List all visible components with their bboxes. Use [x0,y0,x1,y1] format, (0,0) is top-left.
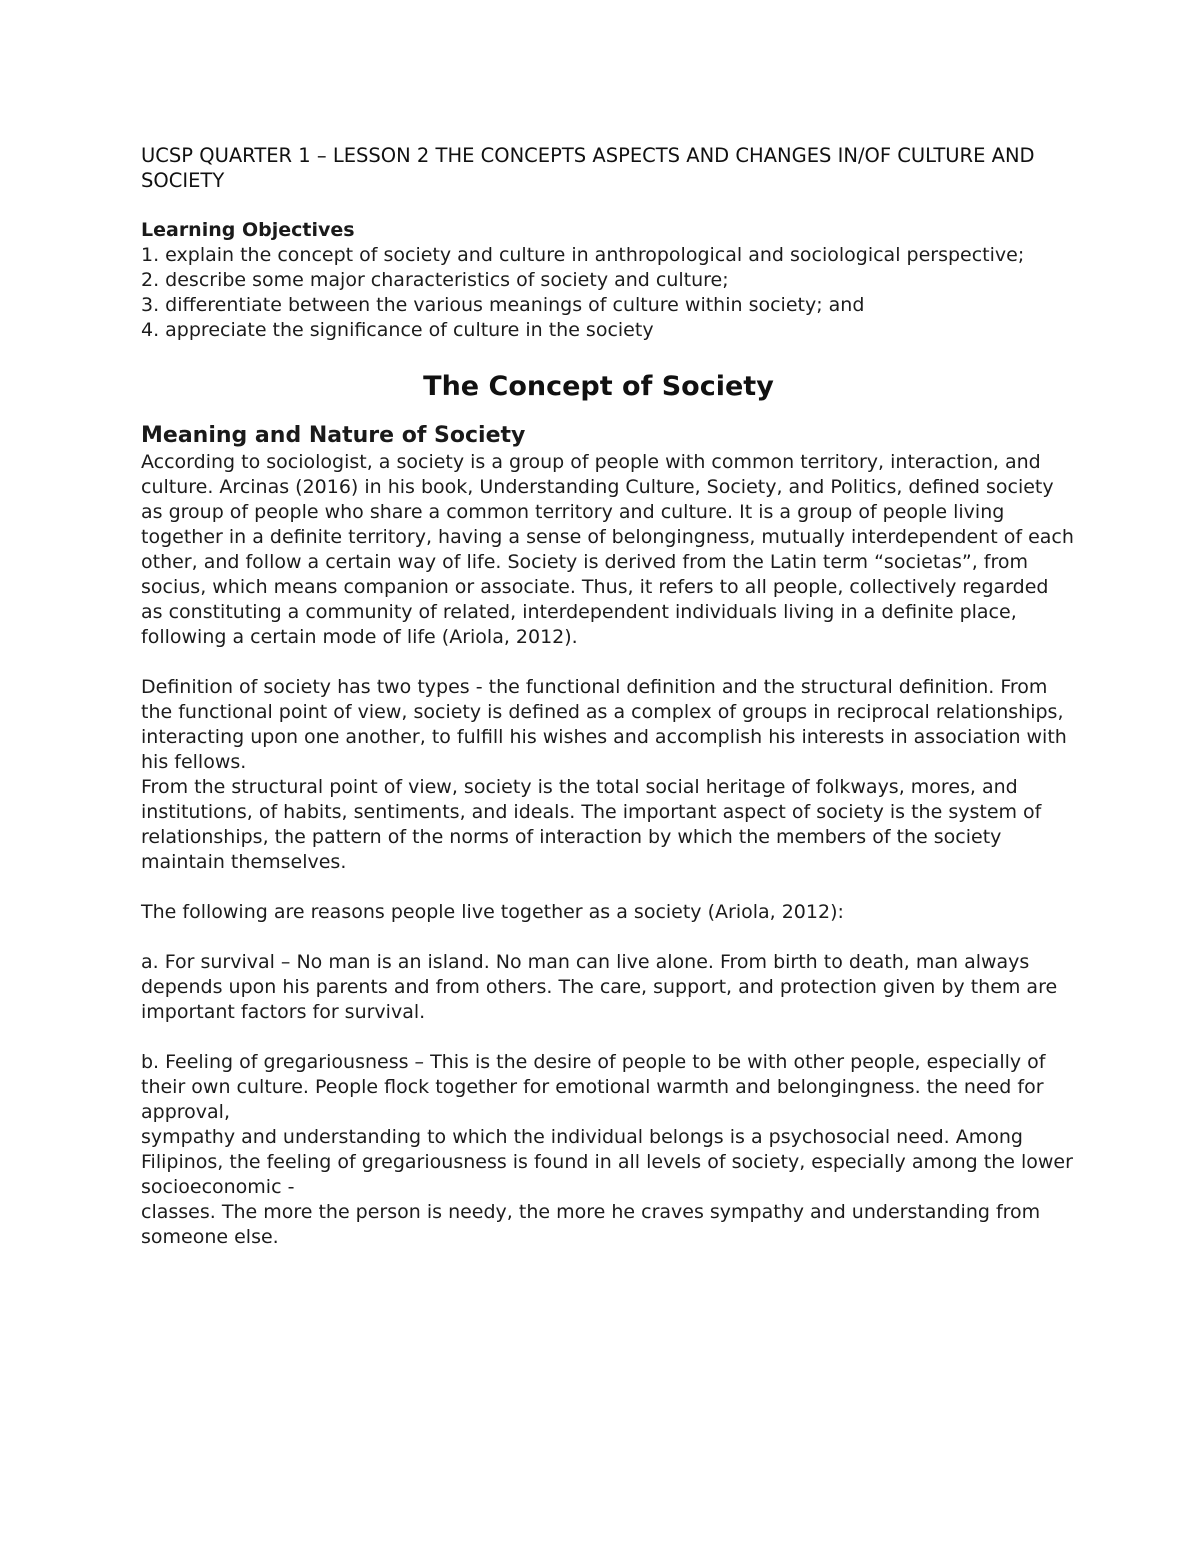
paragraph-gregariousness-cont: sympathy and understanding to which the individual belongs is a psychosocial need. Among Filipinos, the feeling of gregariousness is found in all levels of society, especially among the lower socioeconomic - [141,1126,1073,1198]
paragraph-spacer [141,875,1076,900]
paragraph-spacer [141,925,1076,950]
objectives-list [141,243,1076,343]
paragraph-gregariousness-end: classes. The more the person is needy, the more he craves sympathy and understanding from someone else. [141,1201,1041,1248]
objective-item: 3. differentiate between the various meanings of culture within society; and [141,294,865,316]
subsection-title: Meaning and Nature of Society [141,423,526,448]
document-title: UCSP QUARTER 1 – LESSON 2 THE CONCEPTS ASPECTS AND CHANGES IN/OF CULTURE AND SOCIETY [141,144,1035,192]
objectives-heading: Learning Objectives [141,219,355,241]
paragraph-reason-survival: a. For survival – No man is an island. No man can live alone. From birth to death, man always depends upon his parents and from others. The care, support, and protection given by them are important factors for survival. [141,951,1058,1023]
objective-item: 4. appreciate the significance of culture in the society [141,319,654,341]
section-title: The Concept of Society [423,371,774,402]
objective-item: 2. describe some major characteristics of society and culture; [141,269,729,291]
paragraph-reasons-intro: The following are reasons people live together as a society (Ariola, 2012): [141,901,844,923]
document-page [141,143,1076,1250]
paragraph-spacer [141,1025,1076,1050]
paragraph-spacer [141,650,1076,675]
objective-item: 1. explain the concept of society and culture in anthropological and sociological perspective; [141,244,1025,266]
paragraph-functional-definition: Definition of society has two types - the functional definition and the structural definition. From the functional point of view, society is defined as a complex of groups in reciprocal relationships, interacting upon one another, to fulfill his wishes and accomplish his interests in association with his fellows. [141,676,1067,773]
paragraph-reason-gregariousness: b. Feeling of gregariousness – This is the desire of people to be with other people, especially of their own culture. People flock together for emotional warmth and belongingness. the need for approval, [141,1051,1046,1123]
paragraph-society-meaning: According to sociologist, a society is a group of people with common territory, interaction, and culture. Arcinas (2016) in his book, Understanding Culture, Society, and Politics, defined society as group of people who share a common territory and culture. It is a group of people living together in a definite territory, having a sense of belongingness, mutually interdependent of each other, and follow a certain way of life. Society is derived from the Latin term “societas”, from socius, which means companion or associate. Thus, it refers to all people, collectively regarded as constituting a community of related, interdependent individuals living in a definite place, following a certain mode of life (Ariola, 2012). [141,451,1074,648]
paragraph-structural-definition: From the structural point of view, society is the total social heritage of folkways, mores, and institutions, of habits, sentiments, and ideals. The important aspect of society is the system of relationships, the pattern of the norms of interaction by which the members of the society maintain themselves. [141,776,1042,873]
